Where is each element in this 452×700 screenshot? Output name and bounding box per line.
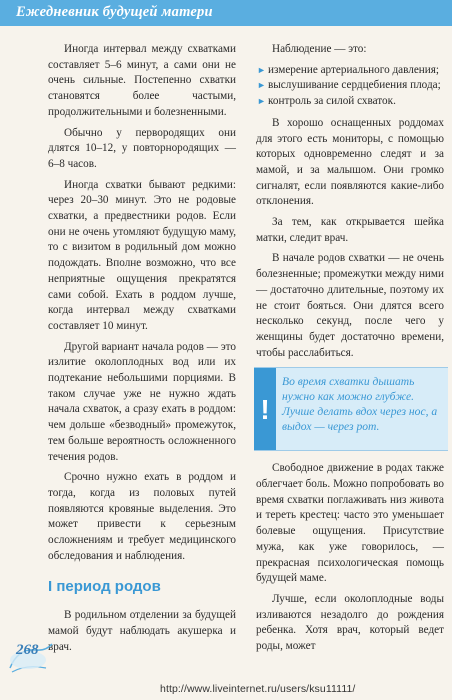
right-column — [256, 42, 444, 660]
running-header-title: Ежедневник будущей матери — [16, 4, 213, 20]
running-header-bar — [0, 0, 452, 26]
list-item — [256, 63, 444, 79]
observation-intro: Наблюдение — это: — [272, 43, 367, 55]
body-paragraph: В родильном отделении за будущей мамой будут наблюдать акушерка и врач. — [48, 609, 236, 653]
exclamation-icon: ! — [254, 368, 276, 450]
body-paragraph: За тем, как открывается шейка матки, следит врач. — [256, 216, 444, 244]
tip-callout — [254, 367, 448, 451]
left-column — [48, 42, 236, 660]
source-watermark: http://www.liveinternet.ru/users/ksu11111/ — [160, 683, 356, 695]
list-item-text: измерение артериального давления; — [268, 63, 440, 76]
page-number-ornament — [6, 638, 56, 678]
list-item-text: выслушивание сердцебиения плода; — [268, 79, 441, 92]
section-heading: I период родов — [48, 577, 161, 595]
body-paragraph: Иногда интервал между схватками составляет 5–6 минут, а сами они не очень сильные. Постепенно схватки становятся более частыми, продолжительными и болезненными. — [48, 43, 236, 118]
body-paragraph: В хорошо оснащенных роддомах для этого есть мониторы, с помощью которых одновременно следят и за мамой, и за малышом. Они громко сигналят, если появляются какие-либо отклонения. — [256, 116, 444, 208]
body-paragraph: Свободное движение в родах также облегчает боль. Можно попробовать во время схватки поглаживать низ живота и тереть крестец: часто это уменьшает болевые ощущения. Присутствие мужа, как уже говорилось, — прекрасная психологическая помощь будущей маме. — [256, 462, 444, 585]
tip-callout-text: Во время схватки дышать нужно как можно глубже. Лучше делать вдох через нос, а выдох — через рот. — [282, 375, 438, 434]
body-paragraph: Обычно у первородящих они длятся 10–12, у повторнородящих — 6–8 часов. — [48, 126, 236, 170]
body-paragraph: Срочно нужно ехать в роддом и тогда, когда из половых путей появляются кровяные выделения. Это может привести к серьезным осложнениям и требует медицинского обследования и наблюдения. — [48, 471, 236, 562]
observation-list — [256, 63, 444, 110]
page-number: 268 — [16, 642, 39, 658]
triangle-bullet-icon: ► — [257, 64, 266, 75]
body-paragraph: Лучше, если околоплодные воды изливаются незадолго до рождения ребенка. Хотя врач, который ведет роды, может — [256, 592, 444, 653]
list-item — [256, 94, 444, 110]
body-paragraph: Иногда схватки бывают редкими: через 20–30 минут. Это не родовые схватки, а предвестники родов. Если они не очень утомляют будущую маму, то с визитом в родильный дом можно подождать. Вполне возможно, что все неприятные ощущения прекратятся сами собой. Ехать в роддом лучше, когда интервал между схватками составляет 10 минут. — [48, 178, 236, 332]
list-item — [256, 78, 444, 94]
body-paragraph: Другой вариант начала родов — это излитие околоплодных вод или их подтекание небольшими порциями. В таком случае уже не нужно ждать начала схваток, а сразу ехать в роддом: чем дольше «безводный» промежуток, тем больше вероятность осложненного течения родов. — [48, 340, 236, 463]
body-paragraph: В начале родов схватки — не очень болезненные; промежутки между ними — достаточно длительные, поэтому их не стоит бояться. Они длятся всего несколько секунд, после чего у женщины будет достаточно времени, чтобы расслабиться. — [256, 252, 444, 359]
triangle-bullet-icon: ► — [257, 80, 266, 91]
list-item-text: контроль за силой схваток. — [268, 95, 396, 108]
triangle-bullet-icon: ► — [257, 96, 266, 107]
